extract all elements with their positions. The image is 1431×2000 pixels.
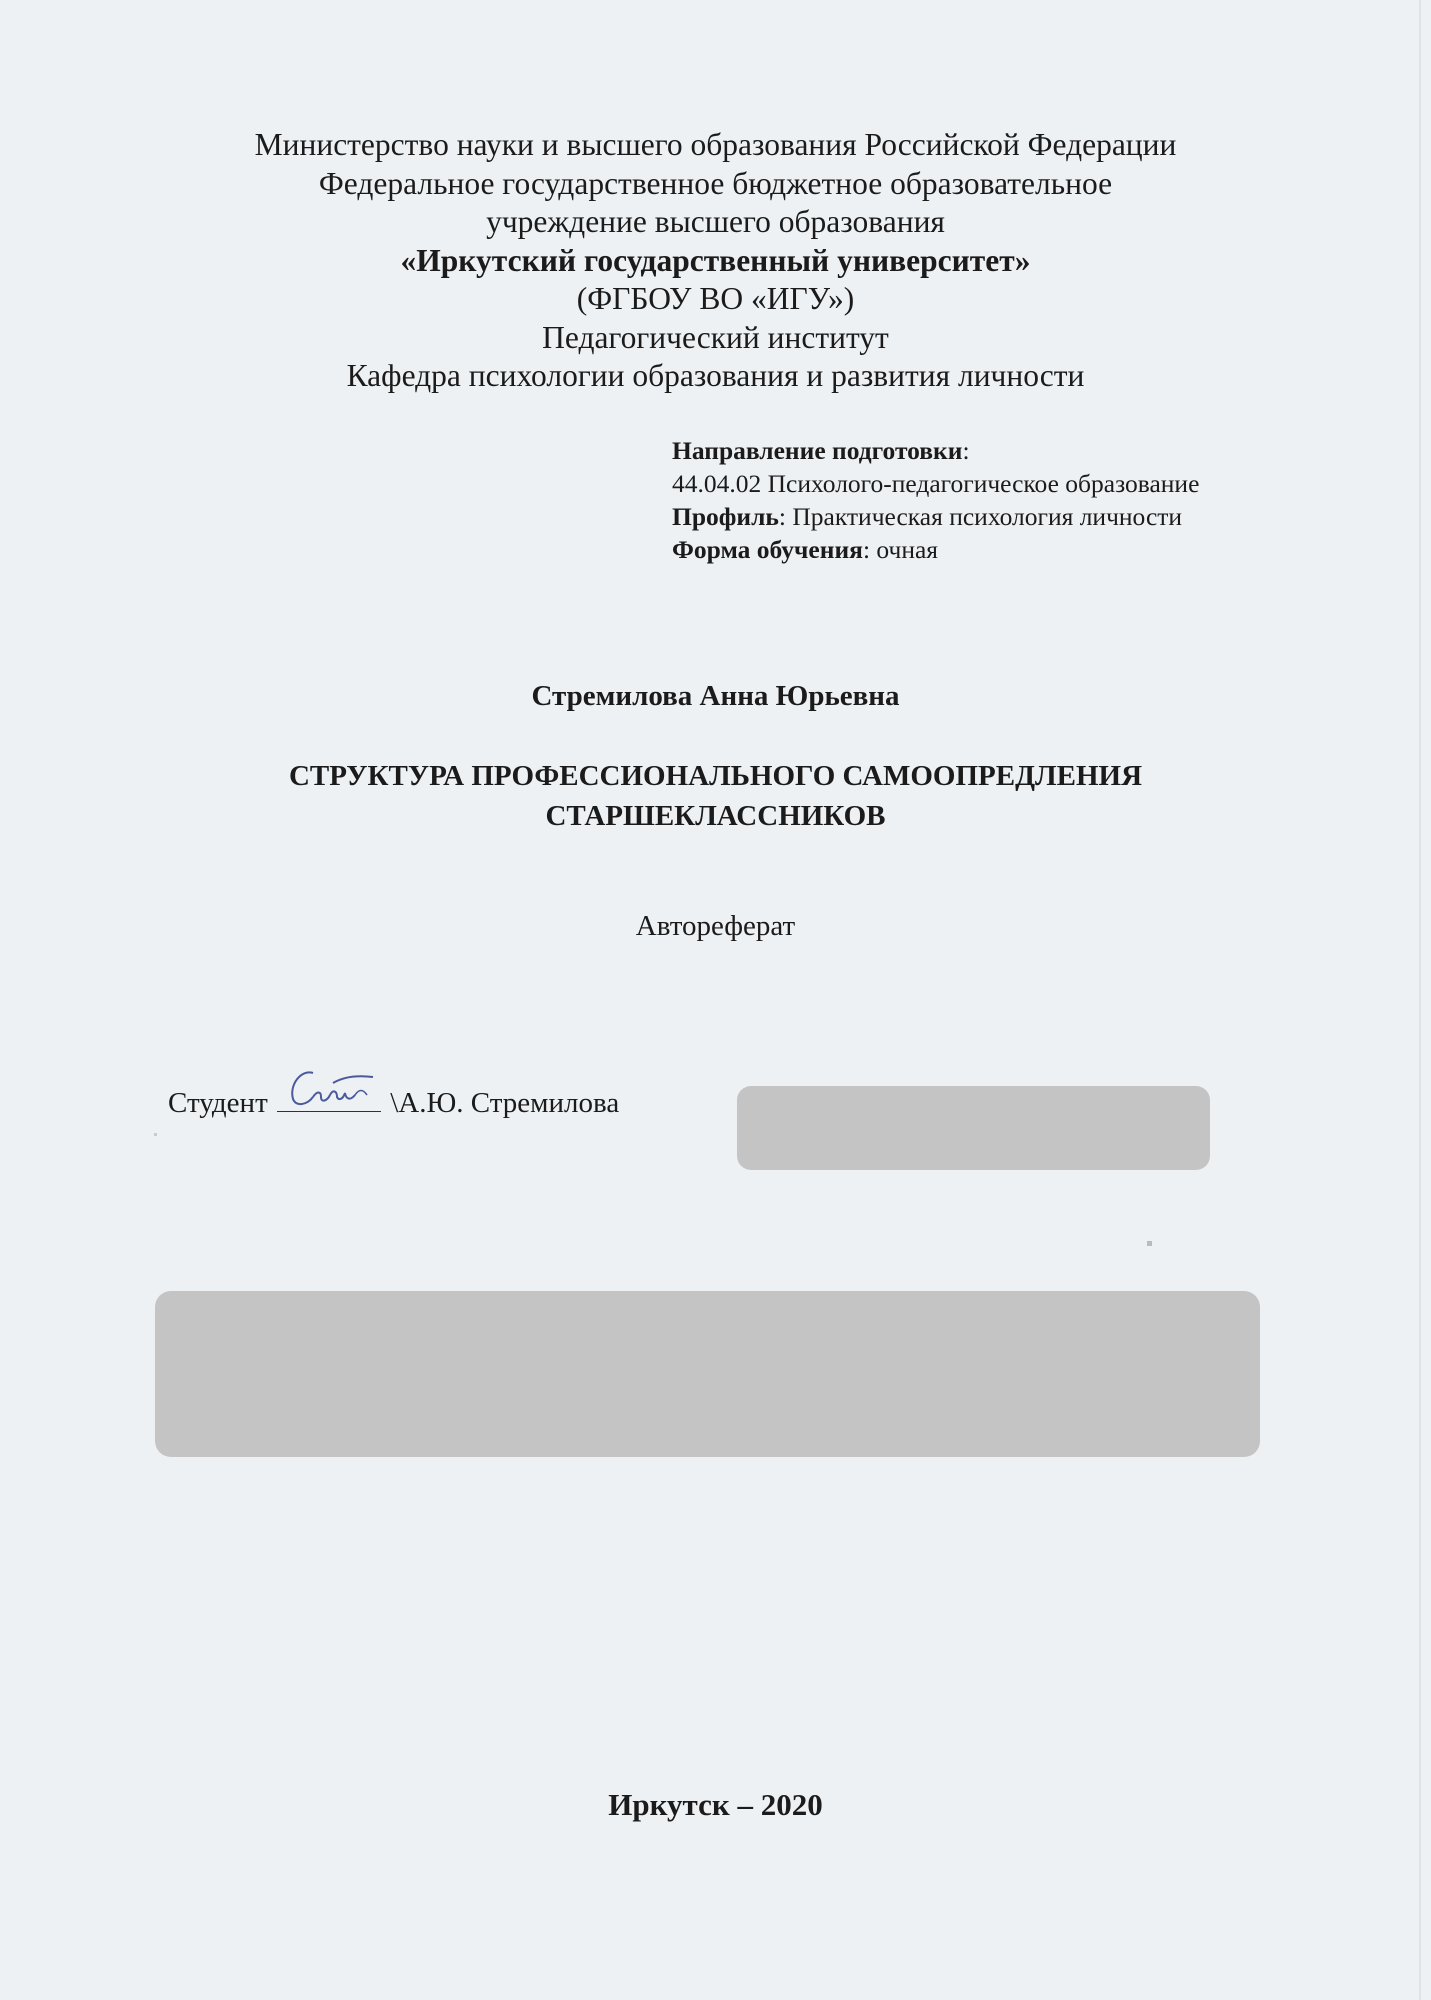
direction-label-row: Направление подготовки: (672, 436, 970, 465)
title-line-2: СТАРШЕКЛАССНИКОВ (545, 800, 886, 832)
higher-education-line: учреждение высшего образования (486, 204, 945, 239)
handwritten-signature (283, 1063, 379, 1113)
federal-institution-line: Федеральное государственное бюджетное образовательное (318, 165, 1113, 201)
study-form-label: Форма обучения (672, 535, 863, 564)
redaction-block-large (155, 1291, 1260, 1457)
profile-label: Профиль (672, 502, 779, 531)
profile-value: Практическая психология личности (792, 502, 1183, 531)
university-abbreviation: (ФГБОУ ВО «ИГУ») (576, 281, 855, 316)
signature-line (277, 1085, 381, 1112)
profile-row: Профиль: Практическая психология личности (672, 502, 1183, 531)
document-title (0, 756, 1431, 836)
institute-name: Педагогический институт (542, 319, 889, 355)
study-form-row: Форма обучения: очная (672, 535, 939, 564)
student-label: Студент (168, 1087, 268, 1119)
document-type: Автореферат (635, 910, 796, 942)
direction-value: 44.04.02 Психолого-педагогическое образование (672, 469, 1200, 498)
scan-speck (1147, 1241, 1152, 1246)
study-form-value: очная (876, 535, 939, 564)
institution-header (0, 126, 1431, 396)
author-name: Стремилова Анна Юрьевна (531, 680, 900, 712)
department-name: Кафедра психологии образования и развития личности (346, 358, 1085, 393)
city-year: Иркутск – 2020 (608, 1787, 823, 1822)
university-name: «Иркутский государственный университет» (400, 242, 1031, 278)
ministry-line: Министерство науки и высшего образования Российской Федерации (254, 127, 1177, 162)
study-details (672, 434, 1199, 566)
student-name: \А.Ю. Стремилова (390, 1087, 620, 1119)
student-signature-row (168, 1085, 619, 1120)
title-line-1: СТРУКТУРА ПРОФЕССИОНАЛЬНОГО САМООПРЕДЛЕНИЯ (288, 760, 1143, 792)
redaction-block-small (737, 1086, 1210, 1170)
scan-speck-small (154, 1133, 157, 1136)
direction-label: Направление подготовки (672, 436, 963, 465)
